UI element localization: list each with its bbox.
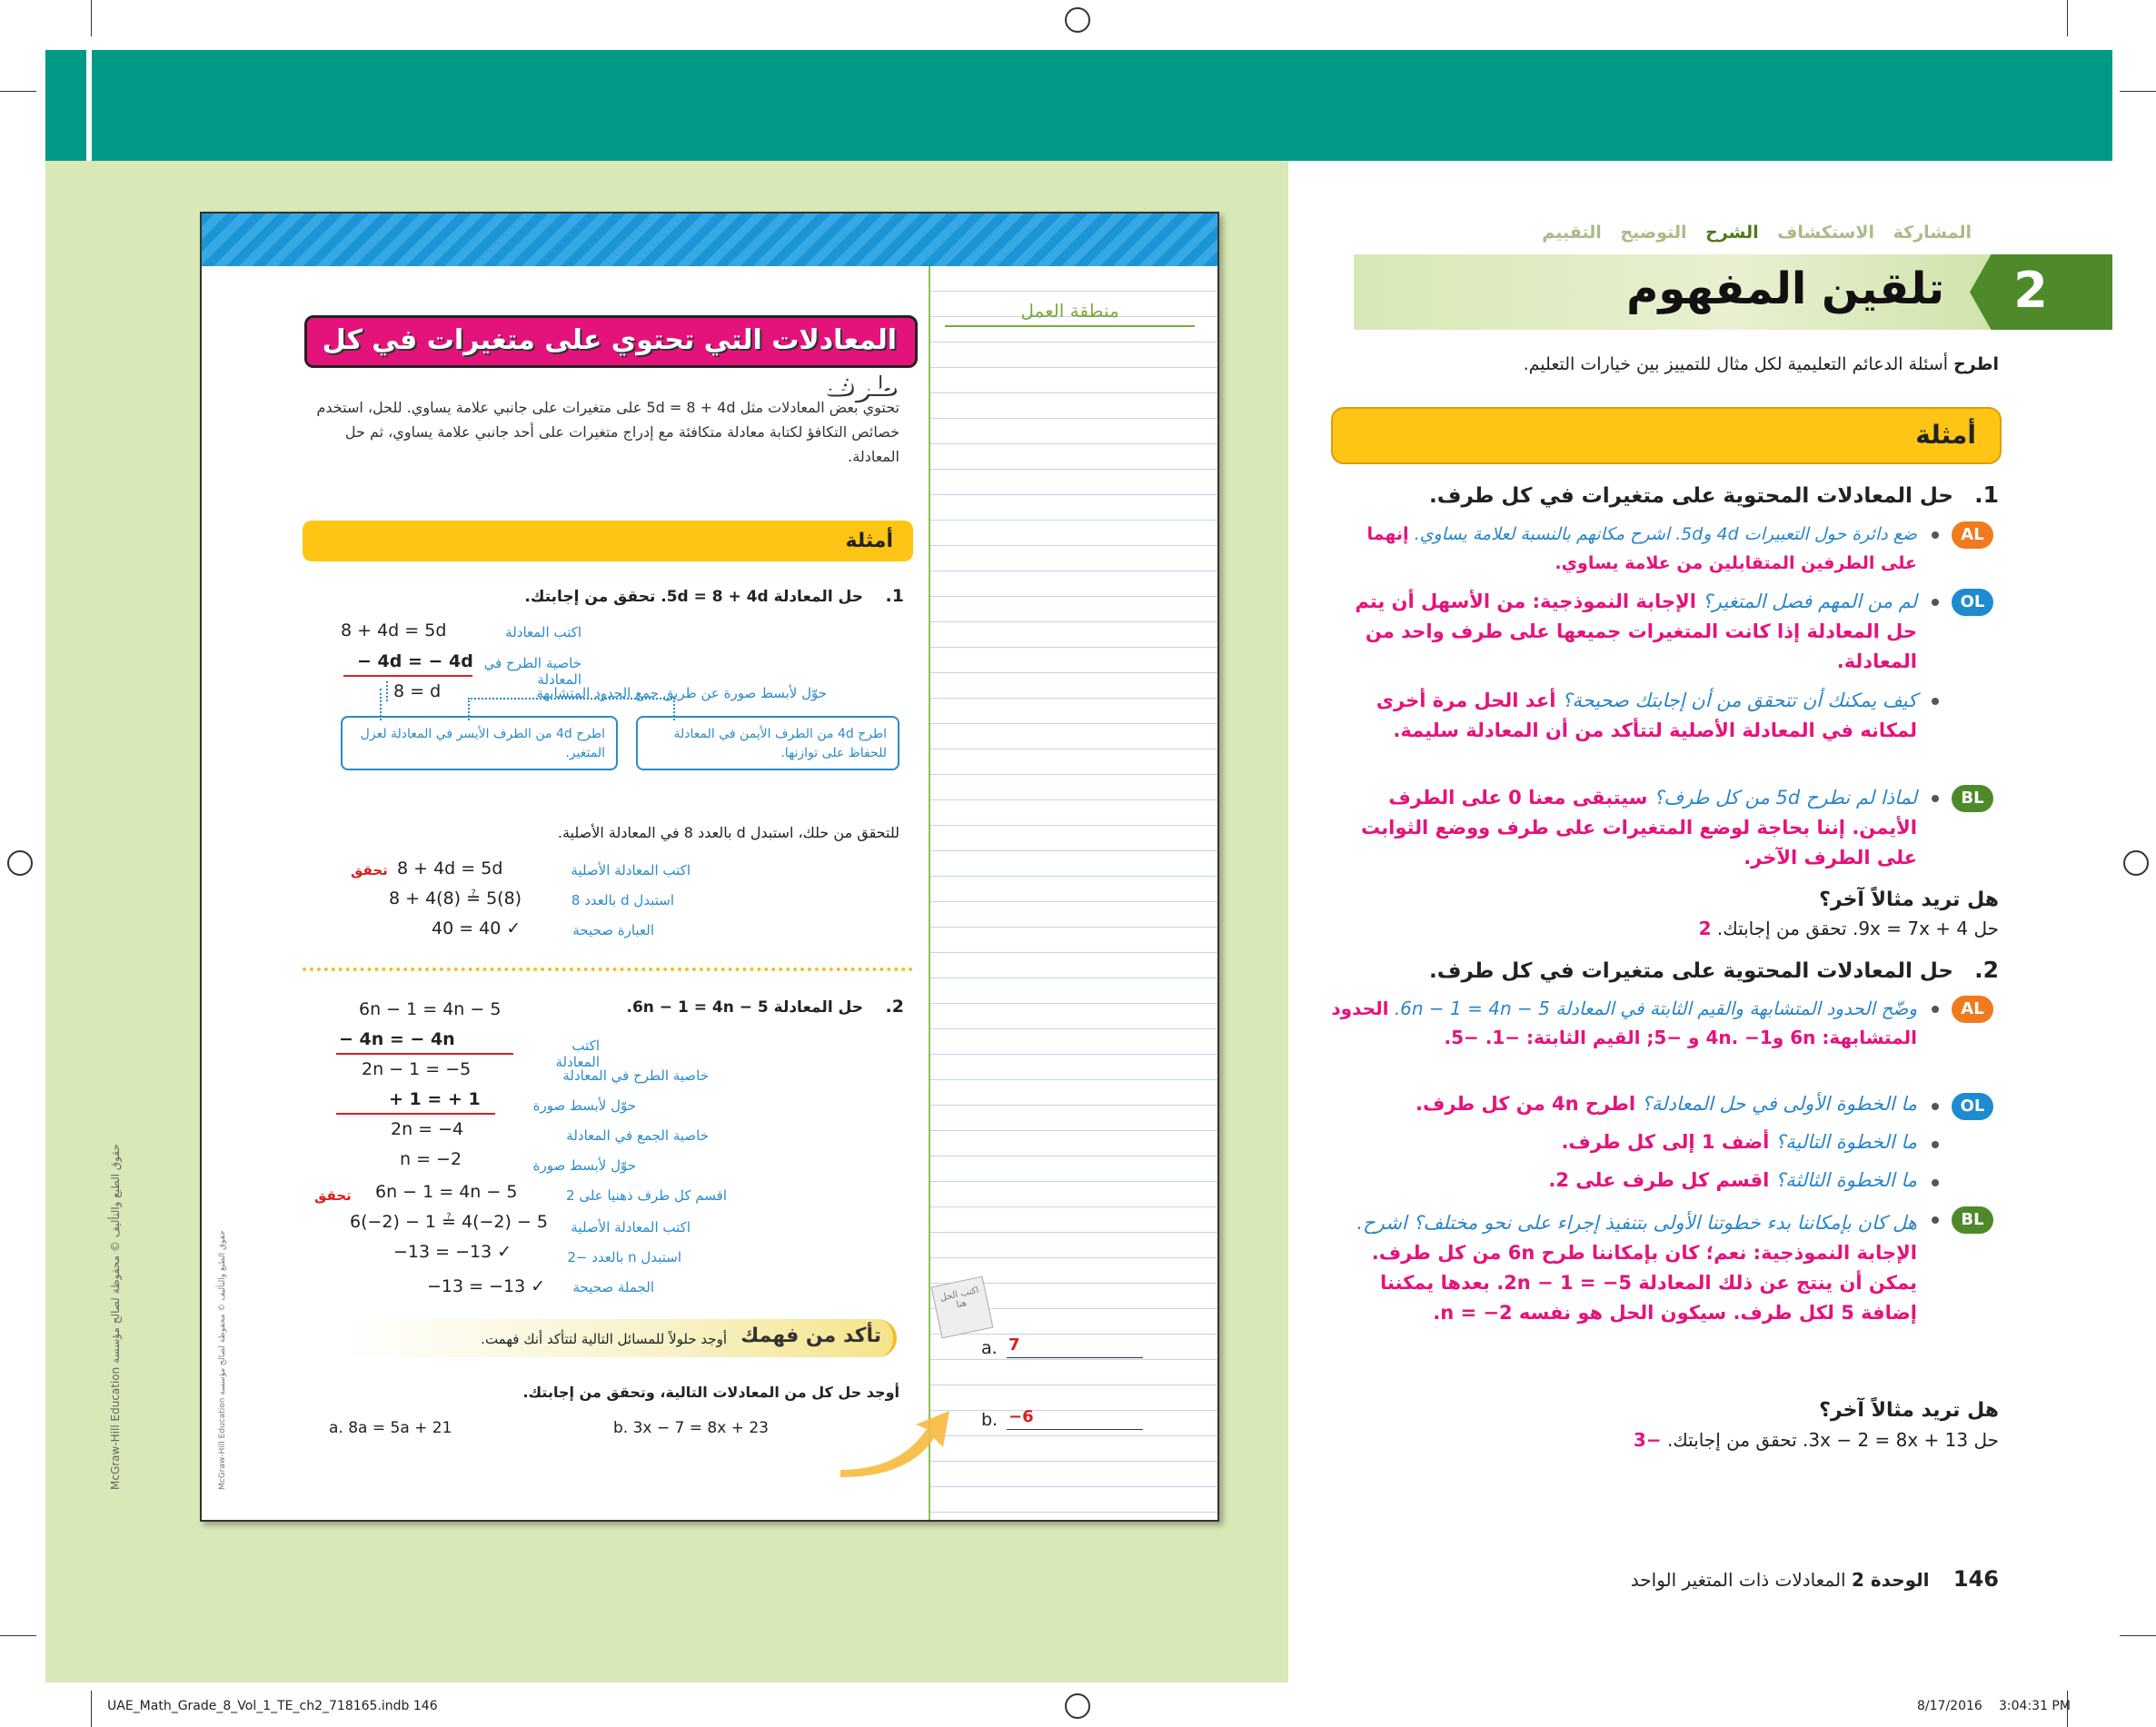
ex2-step-6: n = −2 xyxy=(400,1149,462,1169)
check-understanding-text: أوجد حلولاً للمسائل التالية لتتأكد أنك فهمت. xyxy=(481,1331,727,1347)
footer-text: المعادلات ذات المتغير الواحد xyxy=(1630,1569,1846,1591)
answer-b: −6 xyxy=(1008,1407,1034,1426)
answer-b-line xyxy=(1007,1429,1143,1430)
section-title: تلقين المفهوم xyxy=(1626,263,1944,314)
exercise-b: b. 3x − 7 = 8x + 23 xyxy=(613,1419,769,1437)
registration-mark-icon xyxy=(7,850,33,876)
another-example-1-title: هل تريد مثالاً آخر؟ xyxy=(1819,888,1999,911)
bullet-icon xyxy=(1932,599,1939,606)
rex2-al-question: وضّح الحدود المتشابهة والقيم الثابتة في المعادلة 6n − 1 = 4n − 5. xyxy=(1394,997,1917,1019)
another-example-1-answer: 2 xyxy=(1698,918,1712,939)
another-example-2-text: حل 3x − 2 = 8x + 13. تحقق من إجابتك. xyxy=(1666,1429,1999,1451)
another-example-1-text: حل 9x = 7x + 4. تحقق من إجابتك. xyxy=(1716,918,1999,939)
rex2-q2-question: ما الخطوة التالية؟ xyxy=(1775,1131,1917,1153)
ex2-check-3-label: الجملة صحيحة xyxy=(572,1279,654,1295)
rex2-ol xyxy=(1345,1093,1917,1115)
arrow-icon xyxy=(836,1406,959,1479)
ex2-step-2-label: خاصية الطرح في المعادلة xyxy=(562,1067,709,1084)
ex2-check-1-label: اكتب المعادلة الأصلية xyxy=(571,1219,691,1236)
ex2-check-word: تحقق xyxy=(314,1187,352,1204)
copyright-vertical: McGraw-Hill Education حقوق الطبع والتأليف © محفوظة لصالح مؤسسة xyxy=(109,1144,122,1490)
rex1-bl xyxy=(1336,783,1917,873)
rex2-num: 2. xyxy=(1974,957,1999,983)
banner-divider xyxy=(86,50,92,161)
badge-bl: BL xyxy=(1952,785,1993,812)
bullet-icon xyxy=(1932,1216,1939,1224)
header-banner xyxy=(45,50,2112,161)
ex2-step-1-label: اكتب المعادلة xyxy=(555,1037,600,1070)
rex2-q3-question: ما الخطوة الثالثة؟ xyxy=(1775,1169,1917,1191)
ex1-step-1-label: اكتب المعادلة xyxy=(505,624,581,640)
rex2-title: حل المعادلات المحتوية على متغيرات في كل طرف. xyxy=(1429,959,1953,983)
another-example-2-title: هل تريد مثالاً آخر؟ xyxy=(1819,1399,1999,1422)
ex1-step-2-label: خاصية الطرح في المعادلة xyxy=(483,655,581,688)
badge-al: AL xyxy=(1952,996,1993,1023)
ex2-step-6-label: اقسم كل طرف ذهنيا على 2 xyxy=(566,1187,727,1204)
rex1-al-answer: إنهما على الطرفين المتقابلين من علامة يساوي. xyxy=(1366,524,1917,573)
phase-tabs xyxy=(1542,223,1972,243)
answer-b-label: b. xyxy=(981,1410,999,1430)
dotted-divider xyxy=(303,968,913,971)
example-2-title: حل المعادلة 6n − 1 = 4n − 5. xyxy=(626,998,863,1017)
tab-engage[interactable]: المشاركة xyxy=(1893,223,1972,243)
check-understanding-title: تأكد من فهمك xyxy=(740,1325,881,1347)
rex2-q3 xyxy=(1345,1169,1917,1191)
another-example-2 xyxy=(1508,1429,1999,1451)
example-2-number: 2. xyxy=(885,997,904,1017)
rex1-title: حل المعادلات المحتوية على متغيرات في كل طرف. xyxy=(1429,484,1953,508)
ex2-check-4: −13 = −13 ✓ xyxy=(427,1276,546,1296)
show-work-sticker: اكتب الحل هنا xyxy=(931,1276,994,1339)
rex1-al-question: ضع دائرة حول التعبيرات 4d و5d. اشرح مكانهم بالنسبة لعلامة يساوي. xyxy=(1414,524,1917,544)
ex1-check-word: تحقق xyxy=(351,862,388,878)
rex1-bl-question: لماذا لم نطرح 5d من كل طرف؟ xyxy=(1654,787,1917,809)
ex2-step-2: − 4n = − 4n xyxy=(339,1029,455,1049)
bullet-icon xyxy=(1932,531,1939,539)
ex1-note-right: اطرح 4d من الطرف الأيمن في المعادلة للحفاظ على توازنها. xyxy=(636,716,899,770)
ex1-note-left: اطرح 4d من الطرف الأيسر في المعادلة لعزل المتغير. xyxy=(341,716,618,770)
badge-ol: OL xyxy=(1952,589,1993,616)
badge-ol: OL xyxy=(1952,1093,1993,1120)
rex1-ol xyxy=(1345,587,1917,677)
ex2-underline-1 xyxy=(336,1053,513,1055)
tab-explain[interactable]: الشرح xyxy=(1705,223,1759,243)
page-footer xyxy=(1545,1566,1999,1592)
answer-a-line xyxy=(1007,1357,1143,1358)
bullet-icon xyxy=(1932,698,1939,705)
examples-header-right: أمثلة xyxy=(1331,407,2002,464)
another-example-1 xyxy=(1545,918,1999,939)
example-1-title: حل المعادلة 5d = 8 + 4d. تحقق من إجابتك. xyxy=(524,588,863,606)
another-example-2-answer: −3 xyxy=(1633,1429,1662,1451)
bullet-icon xyxy=(1932,1179,1939,1186)
ex2-check-2-label: استبدل n بالعدد −2 xyxy=(567,1249,681,1265)
rex1-ol-question: لم من المهم فصل المتغير؟ xyxy=(1702,591,1917,612)
rex2-q3-answer: اقسم كل طرف على 2. xyxy=(1548,1169,1770,1191)
ex1-check-1-label: اكتب المعادلة الأصلية xyxy=(571,862,691,878)
rex2-bl-question: هل كان بإمكاننا بدء خطوتنا الأولى بتنفيذ إجراء على نحو مختلف؟ اشرح. xyxy=(1356,1212,1917,1234)
ex2-step-1: 6n − 1 = 4n − 5 xyxy=(359,999,502,1019)
section-number: 2 xyxy=(2013,262,2048,319)
ex1-check-2-label: استبدل d بالعدد 8 xyxy=(571,892,674,908)
rex2-bl xyxy=(1331,1208,1917,1328)
ex2-step-3-label: حوّل لأبسط صورة xyxy=(532,1097,636,1114)
rex2-ol-question: ما الخطوة الأولى في حل المعادلة؟ xyxy=(1641,1093,1917,1115)
ex2-step-5-label: حوّل لأبسط صورة xyxy=(532,1157,636,1174)
ex1-check-2: 8 + 4(8) ≟ 5(8) xyxy=(389,888,522,908)
rex2-al xyxy=(1331,994,1917,1052)
badge-bl: BL xyxy=(1952,1206,1993,1234)
rex1-ol-answer: الإجابة النموذجية: من الأسهل أن يتم حل المعادلة إذا كانت المتغيرات جميعها على طرف واحد من المعادلة. xyxy=(1355,591,1917,672)
exercise-a: a. 8a = 5a + 21 xyxy=(329,1419,452,1437)
slug-time: 3:04:31 PM xyxy=(1999,1699,2071,1713)
rex2-al-answer: الحدود المتشابهة: 6n و4n. −1 و −5; القيم الثابتة: −1. −5. xyxy=(1331,997,1917,1048)
bullet-icon xyxy=(1932,795,1939,802)
registration-mark-icon xyxy=(1065,1693,1090,1719)
student-page-header-stripe xyxy=(202,213,1217,266)
ex2-step-4-label: خاصية الجمع في المعادلة xyxy=(566,1127,709,1144)
rex1-num: 1. xyxy=(1974,481,1999,508)
bullet-icon xyxy=(1932,1103,1939,1110)
ex1-check-3-label: العبارة صحيحة xyxy=(572,922,654,938)
ex1-step-1: 8 + 4d = 5d xyxy=(341,620,447,640)
example-1-number: 1. xyxy=(885,586,904,606)
ex1-check-1: 8 + 4d = 5d xyxy=(397,859,503,878)
answer-a: 7 xyxy=(1008,1335,1020,1355)
registration-mark-icon xyxy=(1065,7,1090,33)
rex2-bl-answer: الإجابة النموذجية: نعم؛ كان بإمكاننا طرح 6n من كل طرف. يمكن أن ينتج عن ذلك المعادلة 2n − 1 = −5. بعدها يمكننا إضافة 5 لكل طرف. سيكون الحل هو نفسه n = −2. xyxy=(1371,1242,1917,1324)
ex1-step-3-label: حوّل لأبسط صورة عن طريق جمع الحدود المتشابهة xyxy=(536,685,827,701)
exercise-title: أوجد حل كل من المعادلات التالية، وتحقق من إجابتك. xyxy=(522,1384,899,1401)
lesson-title: المعادلات التي تحتوي على متغيرات في كل طرف xyxy=(304,315,918,368)
answer-a-label: a. xyxy=(981,1338,998,1358)
registration-mark-icon xyxy=(2123,850,2149,876)
ex2-check-1: 6n − 1 = 4n − 5 xyxy=(375,1182,518,1202)
rex2-q2-answer: أضف 1 إلى كل طرف. xyxy=(1561,1131,1770,1153)
rex1-bl-answer: سيتبقى معنا 0 على الطرف الأيمن. إننا بحاجة لوضع المتغيرات على طرف ووضع الثوابت على الطرف الآخر. xyxy=(1361,787,1917,868)
workspace-label: منطقة العمل xyxy=(945,300,1195,327)
rex1-q3-question: كيف يمكنك أن تتحقق من أن إجابتك صحيحة؟ xyxy=(1562,690,1917,711)
bullet-icon xyxy=(1932,1006,1939,1013)
ex2-step-3: 2n − 1 = −5 xyxy=(362,1059,472,1079)
ex1-step-2: − 4d = − 4d xyxy=(357,651,473,671)
ex2-check-2: 6(−2) − 1 ≟ 4(−2) − 5 xyxy=(350,1212,549,1232)
copyright-vertical-small: McGraw-Hill Education حقوق الطبع والتأليف © محفوظة لصالح مؤسسة xyxy=(218,1230,227,1490)
tab-elaborate[interactable]: التوضيح xyxy=(1620,223,1687,243)
slug-date: 8/17/2016 xyxy=(1917,1699,1982,1713)
rex1-q3-answer: أعد الحل مرة أخرى لمكانه في المعادلة الأصلية لتتأكد من أن المعادلة سليمة. xyxy=(1376,690,1917,741)
tab-evaluate[interactable]: التقييم xyxy=(1542,223,1602,243)
examples-header: أمثلة xyxy=(303,521,913,561)
ex1-step-3: 8 = d xyxy=(386,681,441,701)
ex2-check-3: −13 = −13 ✓ xyxy=(393,1242,512,1262)
intro-text: أسئلة الدعائم التعليمية لكل مثال للتمييز بين خيارات التعليم. xyxy=(1523,354,1949,374)
intro-bold: اطرح xyxy=(1953,354,1999,374)
ex2-step-5: 2n = −4 xyxy=(391,1119,464,1139)
rex1-al xyxy=(1345,520,1917,578)
lesson-intro: تحتوي بعض المعادلات مثل 5d = 8 + 4d على متغيرات على جانبي علامة يساوي. للحل، استخدم خصائص التكافؤ لكتابة معادلة متكافئة مع إدراج متغيرات على أحد جانبي علامة يساوي، ثم حل المعادلة. xyxy=(316,399,899,465)
slug-file: UAE_Math_Grade_8_Vol_1_TE_ch2_718165.indb 146 xyxy=(107,1699,438,1713)
tab-explore[interactable]: الاستكشاف xyxy=(1777,223,1874,243)
rex2-q2 xyxy=(1345,1131,1917,1153)
ex1-check-intro: للتحقق من حلك، استبدل d بالعدد 8 في المعادلة الأصلية. xyxy=(557,824,899,841)
footer-unit: الوحدة 2 xyxy=(1851,1569,1930,1591)
page-number: 146 xyxy=(1952,1566,1999,1592)
rex1-q3 xyxy=(1345,686,1917,746)
intro-line xyxy=(1363,354,1999,374)
ex2-underline-2 xyxy=(336,1113,495,1115)
ex2-step-4: + 1 = + 1 xyxy=(389,1089,481,1109)
badge-al: AL xyxy=(1952,521,1993,549)
bullet-icon xyxy=(1932,1141,1939,1148)
ex1-check-3: 40 = 40 ✓ xyxy=(432,918,522,938)
ex1-underline xyxy=(343,675,472,677)
rex2-ol-answer: اطرح 4n من كل طرف. xyxy=(1416,1093,1636,1115)
